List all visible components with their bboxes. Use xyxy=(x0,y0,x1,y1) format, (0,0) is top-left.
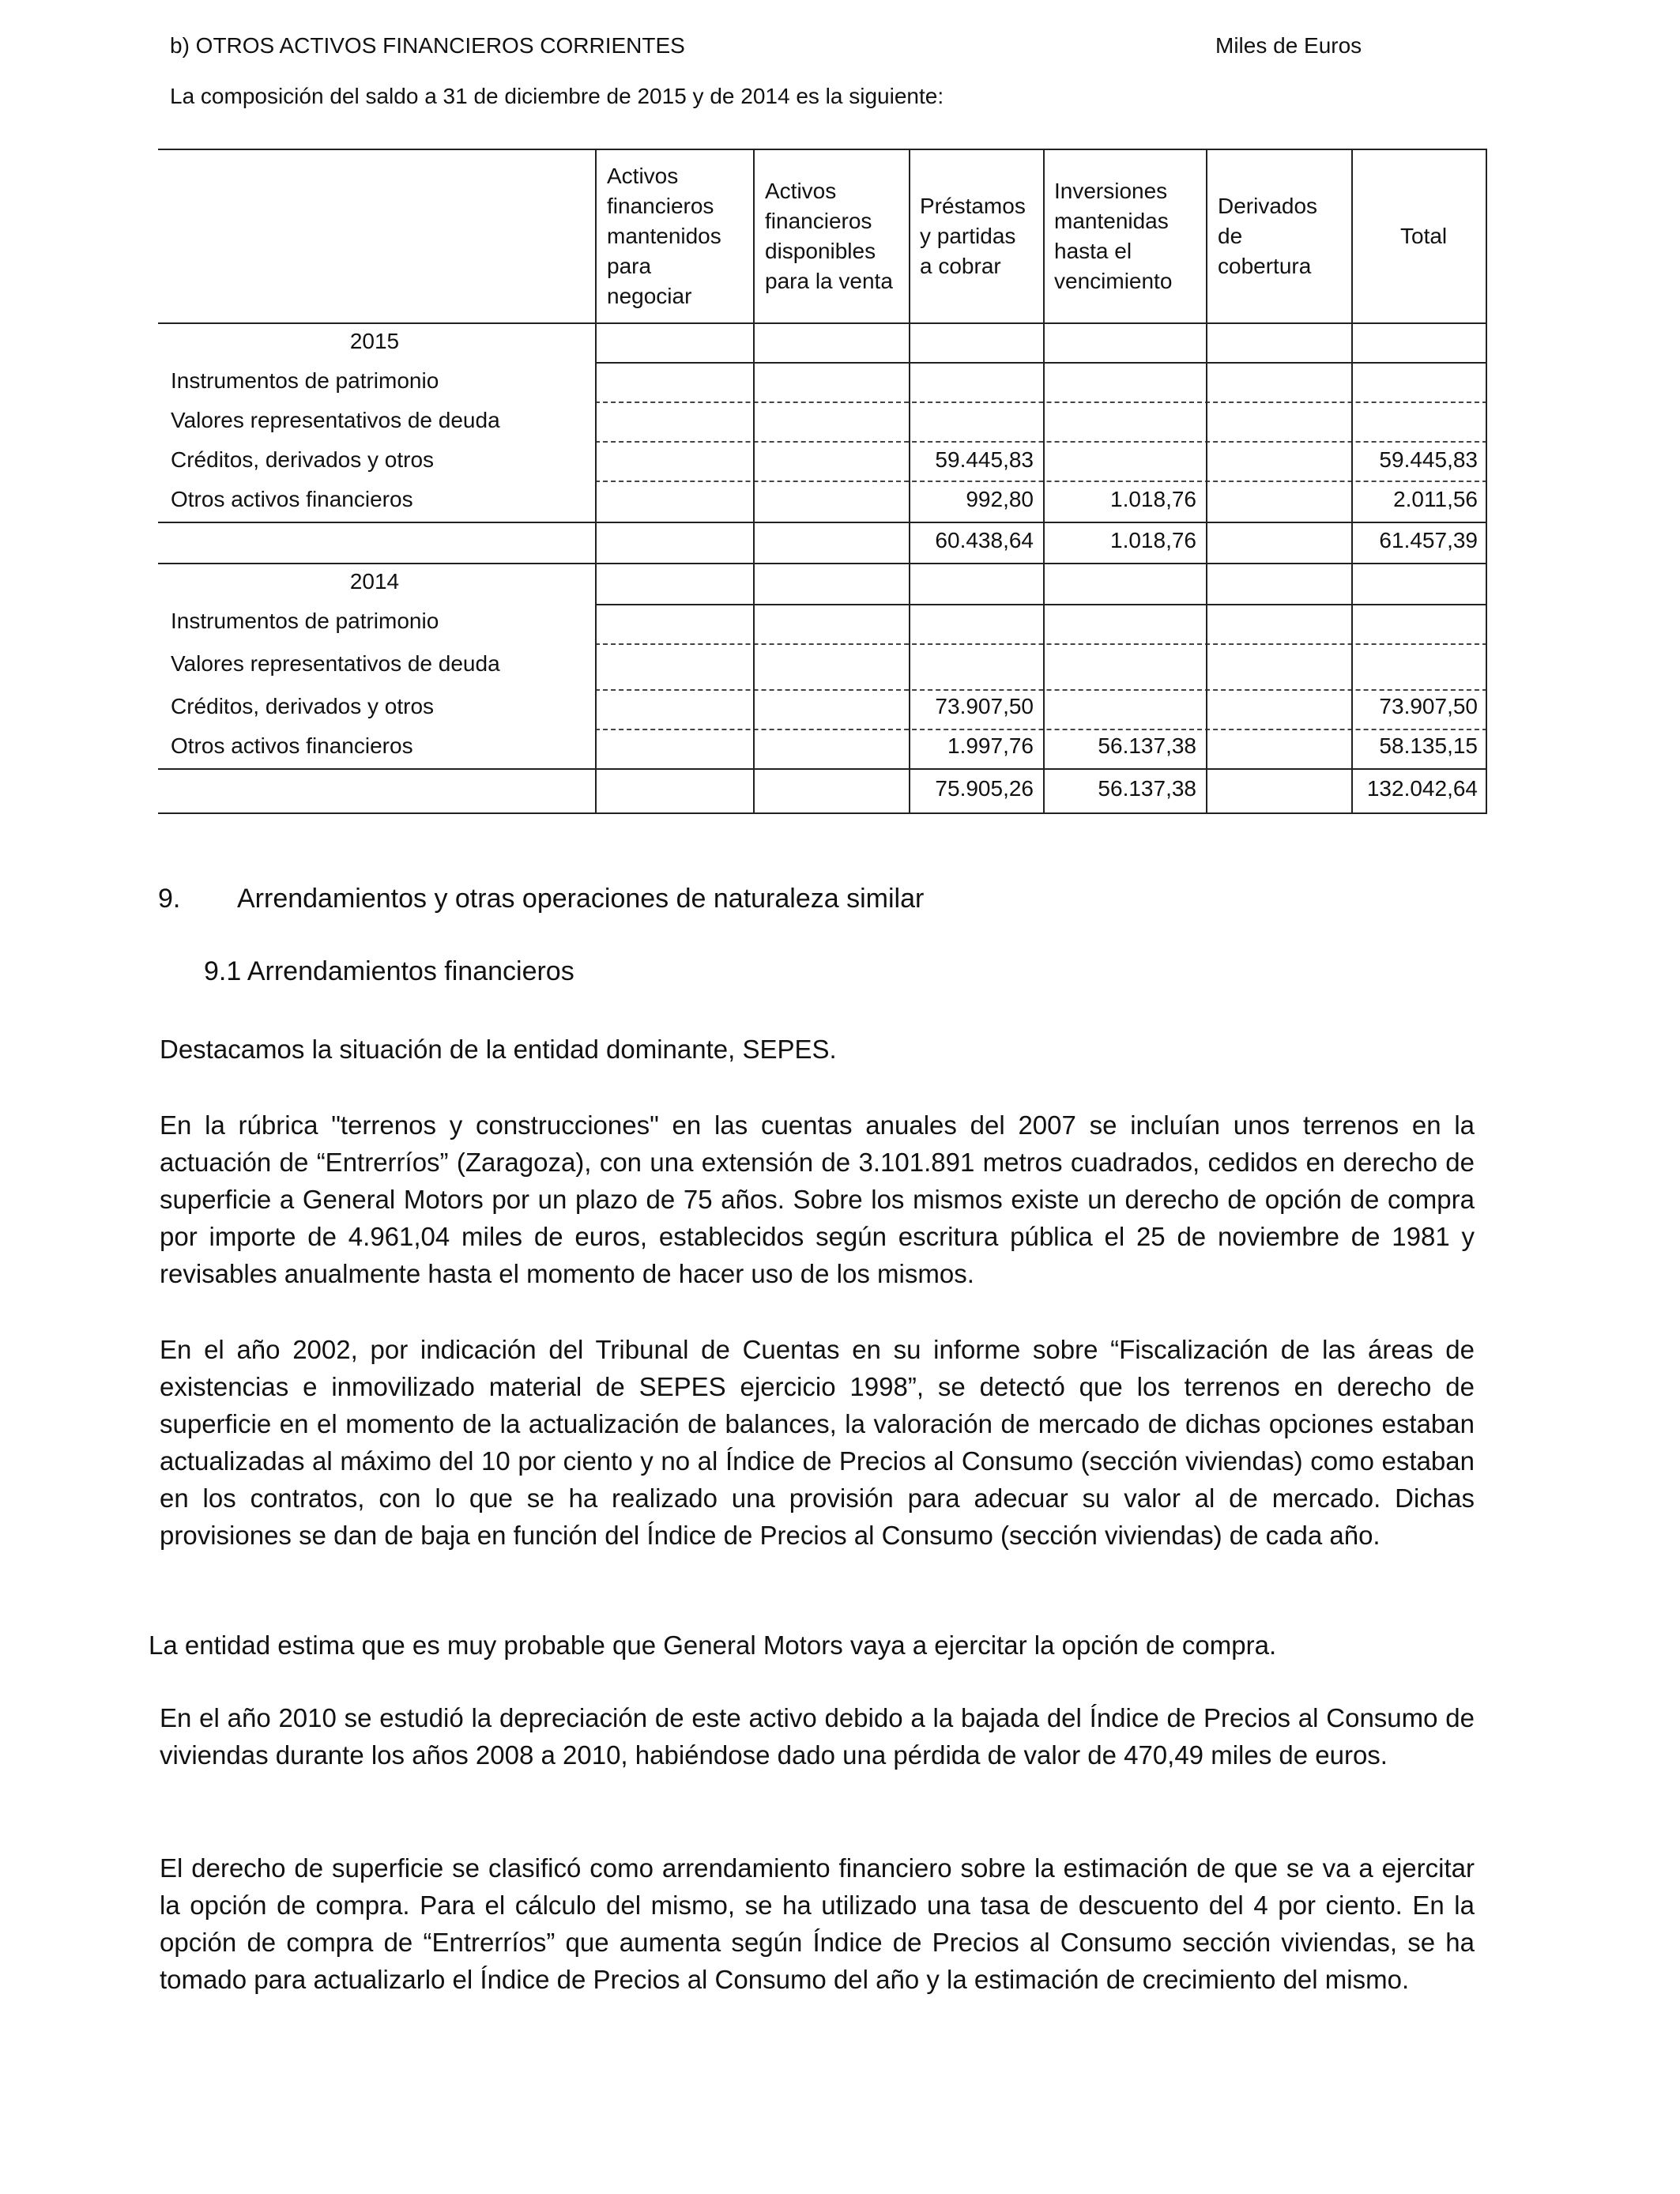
paragraph: En el año 2010 se estudió la depreciación de este activo debido a la bajada del Índice de Precios al Consumo de viviendas durante los años 2008 a 2010, habiéndose dado una pérdida de valor de 470,49 miles de euros. xyxy=(160,1703,1475,1770)
year-label-2014: 2014 xyxy=(349,569,400,594)
paragraph: En el año 2002, por indicación del Tribunal de Cuentas en su informe sobre “Fiscalización de las áreas de existencias e inmovilizado material de SEPES ejercicio 1998”, se detectó que los terrenos en derecho de superficie en el momento de la actualización de balances, la valoración de mercado de dichas opciones estaban actualizadas al máximo del 10 por ciento y no al Índice de Precios al Consumo (sección viviendas) como estaban en los contratos, con lo que se ha realizado una provisión para adecuar su valor al de mercado. Dichas provisiones se dan de baja en función del Índice de Precios al Consumo (sección viviendas) de cada año. xyxy=(160,1335,1475,1550)
cell-value: 1.997,76 xyxy=(947,733,1034,758)
cell-value: 73.907,50 xyxy=(1379,694,1478,718)
row-label: Instrumentos de patrimonio xyxy=(171,368,439,393)
cell-value: 73.907,50 xyxy=(935,694,1034,718)
total-value: 60.438,64 xyxy=(935,528,1034,552)
cell-value: 59.445,83 xyxy=(935,447,1034,472)
col-header-venta: Activos financieros disponibles para la venta xyxy=(765,179,893,293)
paragraph: La entidad estima que es muy probable que General Motors vaya a ejercitar la opción de compra. xyxy=(149,1630,1277,1660)
col-header-prestamos: Préstamos y partidas a cobrar xyxy=(920,194,1026,278)
cell-value: 59.445,83 xyxy=(1379,447,1478,472)
row-label: Instrumentos de patrimonio xyxy=(171,609,439,633)
col-header-derivados: Derivados de cobertura xyxy=(1218,194,1318,278)
col-header-total: Total xyxy=(1400,224,1448,248)
row-label: Valores representativos de deuda xyxy=(171,651,500,676)
row-label: Otros activos financieros xyxy=(171,487,413,511)
intro-text: La composición del saldo a 31 de diciembre de 2015 y de 2014 es la siguiente: xyxy=(170,84,944,108)
paragraph: Destacamos la situación de la entidad dominante, SEPES. xyxy=(160,1035,837,1064)
cell-value: 992,80 xyxy=(966,487,1034,511)
units-label: Miles de Euros xyxy=(1215,33,1362,58)
paragraph: El derecho de superficie se clasificó como arrendamiento financiero sobre la estimación de que se va a ejercitar la opción de compra. Para el cálculo del mismo, se ha utilizado una tasa de descuento del 4 por ciento. En la opción de compra de “Entrerríos” que aumenta según Índice de Precios al Consumo sección viviendas, se ha tomado para actualizarlo el Índice de Precios al Consumo del año y la estimación de crecimiento del mismo. xyxy=(160,1853,1475,1994)
section-title: b) OTROS ACTIVOS FINANCIEROS CORRIENTES xyxy=(170,33,685,58)
section-heading xyxy=(158,884,924,914)
section-number: 9. xyxy=(158,884,181,914)
paragraph: En la rúbrica "terrenos y construcciones" en las cuentas anuales del 2007 se incluían unos terrenos en la actuación de “Entrerríos” (Zaragoza), con una extensión de 3.101.891 metros cuadrados, cedidos en derecho de superficie a General Motors por un plazo de 75 años. Sobre los mismos existe un derecho de opción de compra por importe de 4.961,04 miles de euros, establecidos según escritura pública el 25 de noviembre de 1981 y revisables anualmente hasta el momento de hacer uso de los mismos. xyxy=(160,1110,1475,1288)
section-title-text: Arrendamientos y otras operaciones de naturaleza similar xyxy=(237,884,925,914)
subsection-heading: 9.1 Arrendamientos financieros xyxy=(204,956,574,986)
year-label-2015: 2015 xyxy=(349,329,400,353)
cell-value: 1.018,76 xyxy=(1110,487,1196,511)
row-label: Valores representativos de deuda xyxy=(171,408,500,432)
total-value: 75.905,26 xyxy=(935,776,1034,801)
total-value: 1.018,76 xyxy=(1110,528,1196,552)
total-value: 56.137,38 xyxy=(1098,776,1196,801)
row-label: Créditos, derivados y otros xyxy=(171,694,435,718)
financial-assets-table xyxy=(158,149,1487,814)
row-label: Otros activos financieros xyxy=(171,733,413,758)
total-value: 61.457,39 xyxy=(1379,528,1478,552)
total-value: 132.042,64 xyxy=(1366,776,1478,801)
cell-value: 56.137,38 xyxy=(1098,733,1196,758)
col-header-negociar: Activos financieros mantenidos para negociar xyxy=(607,164,721,308)
row-label: Créditos, derivados y otros xyxy=(171,447,435,472)
col-header-inversiones: Inversiones mantenidas hasta el vencimiento xyxy=(1054,179,1173,293)
cell-value: 2.011,56 xyxy=(1393,487,1478,511)
cell-value: 58.135,15 xyxy=(1379,733,1478,758)
